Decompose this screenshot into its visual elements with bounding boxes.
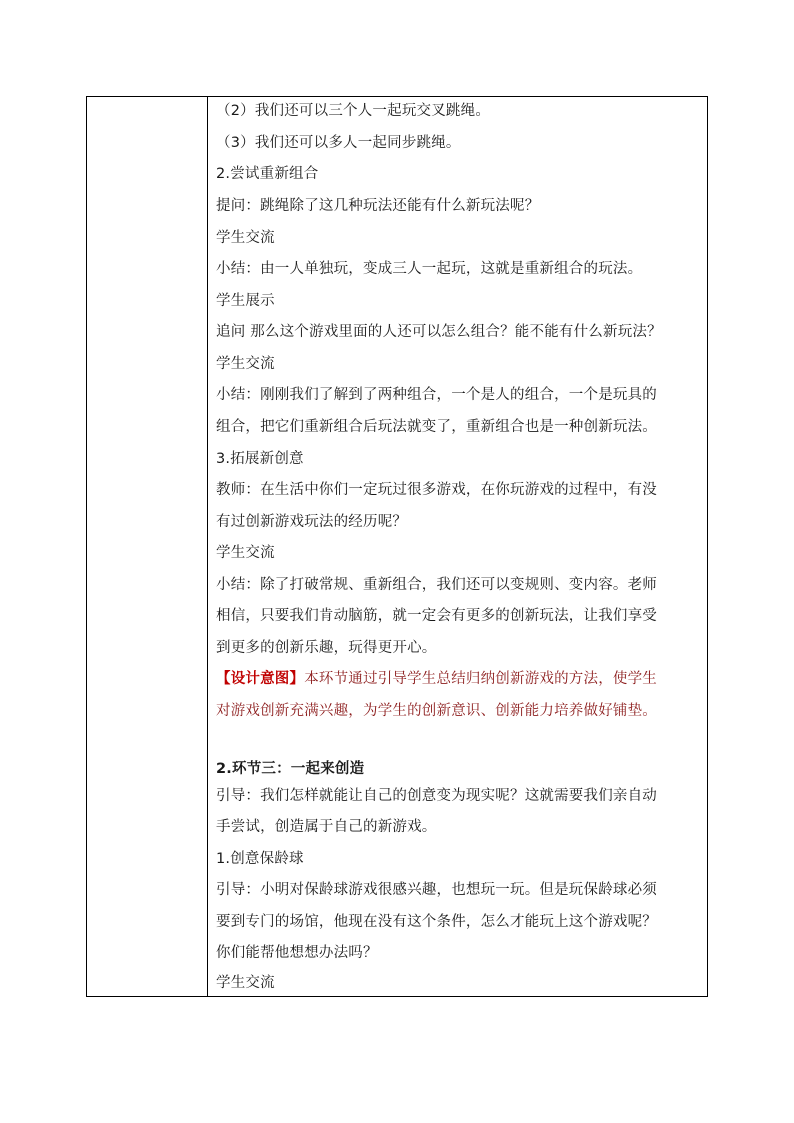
design-intent-text: 本环节通过引导学生总结归纳创新游戏的方法，使学生 [304,671,658,687]
section-heading: 2.尝试重新组合 [216,166,319,182]
text-line: 小结：由一人单独玩，变成三人一起玩，这就是重新组合的玩法。 [216,261,643,277]
text-line: 提问：跳绳除了这几种玩法还能有什么新玩法呢？ [216,198,540,214]
text-line: 你们能帮他想想办法吗？ [216,945,378,961]
text-line: 有过创新游戏玩法的经历呢？ [216,514,408,530]
text-line: 小结：除了打破常规、重新组合，我们还可以变规则、变内容。老师 [216,577,657,593]
table-right-cell [208,97,707,996]
text-line: 组合，把它们重新组合后玩法就变了，重新组合也是一种创新玩法。 [216,419,657,435]
text-line: 引导：小明对保龄球游戏很感兴趣，也想玩一玩。但是玩保龄球必须 [216,882,657,898]
text-line: 教师：在生活中你们一定玩过很多游戏，在你玩游戏的过程中，有没 [216,482,657,498]
design-intent-line: 对游戏创新充满兴趣，为学生的创新意识、创新能力培养做好铺垫。 [216,703,657,719]
text-line: 学生交流 [216,975,275,991]
design-intent-line [216,669,701,689]
text-line: 小结：刚刚我们了解到了两种组合，一个是人的组合，一个是玩具的 [216,387,657,403]
section-heading: 1.创意保龄球 [216,851,304,867]
text-line: 要到专门的场馆，他现在没有这个条件，怎么才能玩上这个游戏呢？ [216,914,657,930]
lesson-table [86,96,708,997]
text-line: 追问 那么这个游戏里面的人还可以怎么组合？能不能有什么新玩法？ [216,324,662,340]
text-line: 学生交流 [216,230,275,246]
text-line: 学生交流 [216,356,275,372]
design-intent-label: 【设计意图】 [216,671,305,687]
table-left-cell [87,97,208,996]
section-heading: 3.拓展新创意 [216,451,304,467]
text-line: 到更多的创新乐趣，玩得更开心。 [216,640,437,656]
text-line: 学生展示 [216,293,275,309]
text-line: 学生交流 [216,545,275,561]
text-line: （3）我们还可以多人一起同步跳绳。 [216,135,461,151]
text-line: 手尝试，创造属于自己的新游戏。 [216,819,437,835]
text-line: 引导：我们怎样就能让自己的创意变为现实呢？这就需要我们亲自动 [216,788,657,804]
section-heading: 2.环节三：一起来创造 [216,761,365,777]
text-line: 相信，只要我们肯动脑筋，就一定会有更多的创新玩法，让我们享受 [216,608,657,624]
text-line: （2）我们还可以三个人一起玩交叉跳绳。 [216,103,491,119]
